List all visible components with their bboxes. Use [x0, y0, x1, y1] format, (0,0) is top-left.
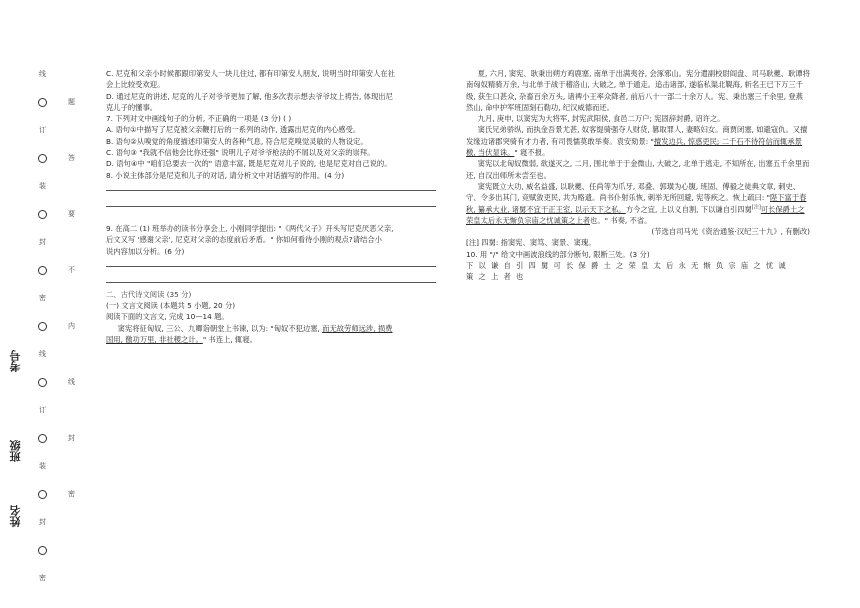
binding-char: 线 [68, 378, 75, 386]
exam-number-field: 考号 [9, 350, 22, 372]
binding-char: 封 [39, 518, 46, 526]
underlined-sentence: 擅发边兵, 惊惑吏民; 二千石不待符信而辄承景檄, 当伏显诛。 [466, 136, 802, 158]
binding-hole [38, 322, 47, 331]
passage-paragraph-2: 九月, 庚申, 以窦宪为大将军, 封宪武阳侯, 食邑二万户; 宪固辞封爵, 诏许之。 [477, 114, 725, 124]
binding-char: 订 [39, 406, 46, 414]
binding-char: 题 [68, 98, 75, 106]
binding-hole [38, 98, 47, 107]
wavy-underlined-sentence: 可长保爵土之荣皇太后永无惭负宗庙之忧诚策之上者 [466, 204, 805, 225]
question-9-line1: 9. 在高二 (1) 班举办的读书分享会上, 小刚同学提出: "《两代父子》开头写尼克厌恶父亲, [106, 223, 394, 233]
binding-hole [38, 378, 47, 387]
binding-char: 封 [68, 434, 75, 442]
binding-char: 密 [39, 294, 46, 302]
binding-hole [38, 546, 47, 555]
source-note: (节选自司马光《资治通鉴·汉纪三十九》, 有删改) [651, 227, 810, 237]
name-field: 姓名 [9, 505, 22, 527]
question-7: 7. 下列对文中画线句子的分析, 不正确的一项是 (3 分) ( ) [106, 114, 292, 124]
class-field: 班级 [9, 440, 22, 462]
question-9-line2: 后文又写 '感谢父亲', 尼克对父亲的态度前后矛盾。" 你如何看待小刚的观点?请结合小 [106, 235, 382, 245]
underlined-sentence: 国用, 徼功万里, 非社稷之计。 [106, 335, 203, 345]
answer-line[interactable] [106, 273, 436, 283]
punctuation-task-line1[interactable]: 下以谦自引四舅可长保爵土之荣皇太后永无惭负宗庙之忧诚 [466, 261, 791, 271]
option-d-line2: 克儿子的懂事。 [106, 102, 158, 112]
answer-line[interactable] [106, 197, 436, 207]
passage-paragraph-3: 窦氏兄弟骄纵, 而执金吾景尤甚, 奴客缇骑强夺人财货, 篡取罪人, 妻略妇女。商贾闭塞, 如避寇仇。又擅发缘边诸郡突骑有才力者, 有司畏懦莫敢举奏。袁安劾景: "擅发边兵, 惊惑吏民; 二千石不待符信而辄承景檄, 当伏显诛。" 寝不报。 [466, 125, 808, 158]
binding-char: 装 [39, 182, 46, 190]
left-column [106, 68, 448, 345]
q7-option-c: C. 语句③ "我就不信他会比你还强" 说明儿子对爷爷枪法的不屑以及对父亲的崇拜。 [106, 148, 375, 158]
binding-char: 密 [68, 490, 75, 498]
binding-hole [38, 266, 47, 275]
subsection-title: (一) 文言文阅读 (本题共 5 小题, 20 分) [106, 301, 236, 311]
binding-line-inner [68, 60, 75, 508]
punctuation-task-line2[interactable]: 策之上者也 [466, 272, 529, 282]
binding-char: 订 [39, 126, 46, 134]
option-c-line2: 会上比较受欢迎。 [106, 80, 165, 90]
option-c-line1: C. 尼克和父亲小时候都跟印第安人一块儿住过, 都有印第安人朋友, 说明当时印第安人在社 [106, 69, 395, 78]
binding-hole [38, 154, 47, 163]
binding-char: 要 [68, 210, 75, 218]
binding-hole [38, 434, 47, 443]
binding-line-outer [38, 60, 47, 592]
binding-char: 答 [68, 154, 75, 162]
binding-char: 线 [39, 70, 46, 78]
binding-hole [38, 490, 47, 499]
right-column [466, 68, 810, 283]
q7-option-a: A. 语句①中描写了尼克被父亲鞭打后的一系列的动作, 透露出尼克的内心感受。 [106, 125, 361, 135]
binding-char: 封 [39, 238, 46, 246]
binding-char: 装 [39, 462, 46, 470]
answer-line[interactable] [106, 257, 436, 267]
reading-instruction: 阅读下面的文言文, 完成 10—14 题。 [106, 312, 229, 322]
binding-char: 内 [68, 322, 75, 330]
passage-paragraph-1: 夏, 六月, 窦宪、耿秉出朔方鸡鹿塞, 南单于出满夷谷, 会涿邪山。宪分遣副校尉阎盘、司马耿夔、耿谭将南匈奴精骑万余, 与北单于战于稽洛山, 大破之, 单于遁走。追击诸部, 遂临私渠北鞮海, 斩名王已下万三千级, 获生口甚众, 杂畜百余万头, 诸裨小王率众降者, 前后八十一部二十余万人。宪、秉出塞三千余里, 登燕然山, 命中护军班固刻石勒功, 纪汉威德而还。 [466, 69, 810, 112]
underlined-sentence: 陛下富于春秋, 纂承大业, 诸舅不宜干正王室, 以示天下之私。 [466, 193, 807, 214]
passage-opening: 窦宪将征匈奴, 三公、九卿诣朝堂上书谏, 以为: "匈奴不犯边塞, 而无故劳师远涉, 损费 国用, 徼功万里, 非社稷之计。" 书连上, 辄寝。 [106, 323, 393, 345]
q7-option-d: D. 语句④中 "咱们总要去一次的" 语意丰富, 既是尼克对儿子说的, 也是尼克对自己说的。 [106, 159, 392, 169]
question-9-line3: 说内容加以分析。(6 分) [106, 246, 185, 256]
passage-paragraph-4: 窦宪以北匈奴微弱, 欲遂灭之, 二月, 围北单于于金微山, 大破之, 北单于逃走, 不知所在, 出塞五千余里而还, 自汉出师所未尝至也。 [466, 159, 810, 180]
passage-paragraph-5: 窦宪既立大功, 威名益盛, 以耿夔、任尚等为爪牙, 邓叠、郭璜为心腹, 班固、傅毅之徒典文章, 刺史、守、令多出其门, 竞赋敛吏民, 共为赂遗。尚书仆射乐恢, 刺举无所回避, 宪等疾之。恢上疏曰: "陛下富于春秋, 纂承大业, 诸舅不宜干正王室, 以示天下之私。方今之宜, 上以义自割, 下以谦自引四舅[注]可长保爵土之荣皇太后永无惭负宗庙之忧诚策之上者也。" 书奏, 不省。 [466, 181, 807, 225]
footnote-marker: [注] [751, 204, 761, 211]
binding-hole [38, 210, 47, 219]
binding-char: 不 [68, 266, 75, 274]
q7-option-b: B. 语句②从嗅觉的角度描述印第安人的各种气息, 符合尼克嗅觉灵敏的人物设定。 [106, 136, 368, 146]
option-d-line1: D. 通过尼克的讲述, 尼克的儿子对爷爷更加了解, 他多次表示想去爷爷坟上祷告, 体现出尼 [106, 91, 393, 101]
underlined-sentence: 而无故劳师远涉, 损费 [322, 323, 393, 333]
answer-line[interactable] [106, 181, 436, 191]
question-10: 10. 用 "/" 给文中画波浪线的部分断句, 限断三处。(3 分) [466, 249, 650, 259]
binding-margin [0, 0, 100, 608]
question-8: 8. 小说主体部分是尼克和儿子的对话, 请分析文中对话描写的作用。(4 分) [106, 170, 345, 180]
binding-char: 密 [39, 574, 46, 582]
footnote: [注] 四舅: 指窦宪、窦笃、窦景、窦瑰。 [466, 238, 596, 248]
section-title: 二、古代诗文阅读 (35 分) [106, 289, 192, 299]
binding-char: 线 [39, 350, 46, 358]
